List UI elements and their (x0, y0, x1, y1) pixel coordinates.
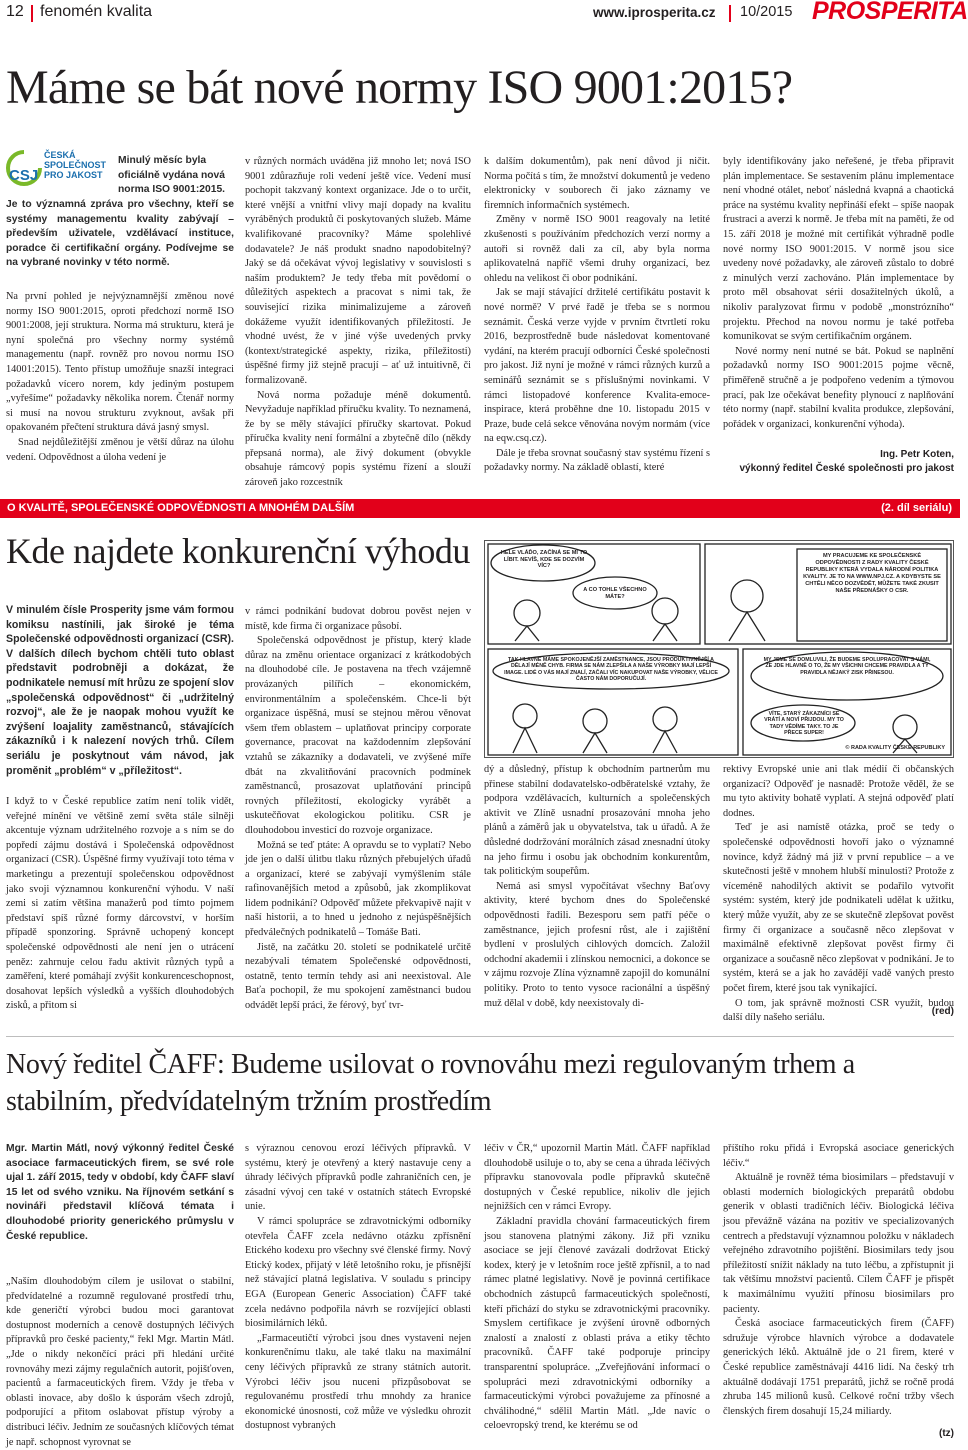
article1-signature-name: Ing. Petr Koten, (880, 449, 954, 460)
article3-column-1 (6, 1275, 234, 1448)
article3-col3-para: léčiv v ČR,“ upozornil Martin Mátl. ČAFF například dlouhodobě usiluje o to, aby se cena a úhrada léčivých přípravku stanovovala podle přípravků skutečně dostupných v České republice, nikoliv dle jejich nejnižších cen v rámci Evropy. (484, 1143, 710, 1213)
logo-line1: ČESKÁ (44, 150, 76, 160)
article3-column-2 (245, 1142, 471, 1441)
article2-col4-para: rektivy Evropské unie ani tlak médií či občanských organizací? Odpověď je nasnadě: Protože věděl, že se mu tyto aktivity bohatě vyplatí. A stejná odpověď platí dodnes. (723, 764, 954, 819)
comic-credit: © RADA KVALITY ČESKÉ REPUBLIKY (845, 745, 945, 751)
article1-signature-role: výkonný ředitel České společnosti pro jakost (739, 463, 954, 474)
article3-col3-para: Základní pravidla chování farmaceutických firem jsou stanovena platnými zákony. Již při vzniku asociace se její členové zavázali dodržovat Etický kodex, který je v letošním roce ještě zpřísnil, a to nad rámec platné legislativy. Nově je povinná certifikace obchodních zástupců farmaceutických společností, kteří přichází do styku se zdravotnickými pracovníky. Smyslem certifikace je zvýšení úrovně odborných znalostí a znalostí z oblasti práva a etiky těchto pracovníků. ČAFF také podporuje principy transparentní spolupráce. „Zveřejňování informací o spolupráci mezi zdravotnickými odborníky a farmaceutickými výrobci považujeme za přínosné a chválihodné,“ sdělil Martin Mátl. „Jde navíc o celoevropský trend, ke kterému se od (484, 1215, 710, 1432)
page-header (0, 0, 968, 30)
article1-col1-para: Snad nejdůležitější změnou je větší důraz na úlohu vedení. Odpovědnost a úloha vedení je (6, 436, 234, 463)
article2-col2-para: Možná se teď ptáte: A opravdu se to vyplatí? Nebo jde jen o další úlitbu tlaku různých přebujelých úřadů a organizací, které se zabývají vymýšlením stále rafinovanějších metod a způsobů, jak zkomplikovat lidem podnikání? Odpověď můžete překvapivě najít v naší historii, a to hned u jednoho z nejúspěšnějších předválečných podnikatelů – Tomáše Bati. (245, 839, 471, 939)
article3-col4-para: příštího roku přidá i Evropská asociace generických léčiv.“ (723, 1143, 954, 1169)
article3-col2-para: s výraznou cenovou erozí léčivých přípravků. V systému, který je otevřený a který nastavuje ceny a úhrady léčivých přípravků podle zahraničních cen, je zásadní vývoj cen také v ostatních státech Evropské unie. (245, 1143, 471, 1213)
csj-logo-icon (6, 150, 42, 188)
article1-col1-para: Na první pohled je nejvýznamnější změnou nové normy ISO 9001:2015, oproti předchozí normě ISO 9001:2008, její struktura. Norma má strukturu, která je nyní společná pro všechny normy systémů managementu (např. rovněž pro novou normu ISO 14001:2015). Tento přístup umožňuje snazší integraci požadavků vícero norem, kdy jediným postupem „vyřešíme“ požadavky několika norem. Čtenář normy si musí na novou strukturu zvyknout, avšak při opakovaném přečtení struktura dává jasný smysl. (6, 291, 234, 434)
article1-col2-para: v různých normách uváděna již mnoho let; nová ISO 9001 zdůrazňuje roli vedení ještě více. Vedení musí pochopit takzvaný kontext organizace. Jde o to určit, které vnější a vnitřní vlivy mají dopady na kvalitu vyráběných produktů či poskytovaných služeb. Máme kvalifikované pracovníky? Máme spolehlivé dodavatele? Je náš produkt snadno napodobitelný? Jaký se dá očekávat vývoj legislativy v souvislosti s naším produktem? Je tedy třeba mít povědomí o důležitých aspektech a pracovat s nimi tak, že související rizika minimalizujeme a zároveň dokážeme využít identifikovaných příležitostí. Je vhodné uvést, že v jiné výše uvedených prvky (kontext/strategické aspekty, rizika, příležitosti) úspěšné firmy již stejně pracují – ať už intuitivně, či formalizovaně. (245, 156, 471, 386)
article2-col3-para: Nemá asi smysl vypočítávat všechny Baťovy aktivity, které bychom dnes do Společenské odpovědnosti řadili. Bezesporu sem patří péče o zaměstnance, jejich profesní růst, ale i zajištění bydlení v proslulých cihlových domcích. Založil odchodní akademii i zlínskou nemocnici, a dokonce se v zájmu rozvoje Zlína významně zapojil do komunální politiky. Proto to tento vysoce racionální a úspěšný muž dělal v době, kdy neexistovaly di- (484, 880, 710, 1009)
article1-col4-para: byly identifikovány jako neřešené, je třeba připravit plán implementace. Se sestavením plánu implementace není vhodné otálet, neboť následná kvapná a chaotická práce na systému kvality nepřináší efekt – spíše naopak frustraci a averzi k normě. Je třeba mít na paměti, že od 15. září 2018 je možné mít certifikát výhradně podle nové normy ISO 9001:2015. V normě jsou sice uvedeny nové požadavky, ale zároveň zůstalo to dobré z minulých verzí zachováno. Plán implementace by proto měl obsahovat sérii dosažitelných úkolů, a nikoliv paralyzovat firmu v podobě „monstrózního“ projektu. Přechod na novou normu je také potřeba komunikovat se svým certifikačním orgánem. (723, 156, 954, 343)
article2-col1-para: I když to v České republice zatím není tolik vidět, veřejné mínění ve většině zemí světa stále silněji akcentuje význam udržitelného rozvoje a s ním se do popředí zájmu dostává i Společenská odpovědnost organizací (CSR). Úspěšné firmy využívají toto téma v marketingu a prezentují společenskou odpovědnost jako svoji významnou konkurenční výhodu. V naší zemi si zatím většina manažerů pod tímto pojmem představí spíš různé formy dárcovství, v horším případě sponzoring. Správně uchopený koncept společenské odpovědnosti ale není jen o utrácení peněz: zahrnuje celou řadu aktivit různých typů a zaměření, které pomáhají zvýšit konkurenceschopnost, dosahovat lepších výsledků a vyšších dlouhodobých zisků, a přitom si (6, 796, 234, 1012)
article3-title: Nový ředitel ČAFF: Budeme usilovat o rovnováhu mezi regulovaným trhem a stabilním, předvídatelným tržním prostředím (6, 1049, 855, 1117)
article3-col2-para: V rámci spolupráce se zdravotnickými odborníky otevřela ČAFF zcela nedávno otázku zpřísnění Etického kodexu pro všechny své členské firmy. Nový Etický kodex, přijatý v létě letošního roku, je přísnější než stávající platná legislativa. V souladu s principy EGA (European Generic Association) ČAFF také zcela nedávno podpořila návrh se rozvíjející oblasti biosimilárních léků. (245, 1215, 471, 1330)
website-link[interactable]: www.iprosperita.cz (593, 5, 716, 20)
brand-logo: PROSPERITA (812, 0, 968, 25)
series-band-part: (2. díl seriálu) (881, 502, 952, 514)
article2-col2-para: Společenská odpovědnost je přístup, který klade důraz na změnu orientace organizací z krátkodobých na dlouhodobé cíle. Je postavena na třech vzájemně provázaných pilířích – ekonomickém, environmentálním a společenském. Chce-li být organizace úspěšná, musí se stejnou měrou věnovat všem třem oblastem – uplatňovat principy corporate governance, pracovat na každodenním zlepšování vztahů se zákazníky a dodavateli, ve zvýšené míře dbát na zkvalitňování pracovních podmínek zaměstnanců, prosazovat uplatňování principů rovných příležitostí, ekologicky vyrábět a uskutečňovat ekologickou politiku. CSR je dlouhodobou investicí do rozvoje organizace. (245, 635, 471, 836)
article2-signature: (red) (931, 1006, 954, 1017)
article1-col2-para: Nová norma požaduje méně dokumentů. Nevyžaduje například příručku kvality. To neznamená, že by se měly stávající příručky skartovat. Pokud příručka kvality není formální a zbytečně dílo (někdy přepsaná norma), ale živý dokument (obvykle obsahuje rámcový popis systému řízení a slouží zároveň jako rozcestník (245, 389, 471, 489)
article1-title: Máme se bát nové normy ISO 9001:2015? (6, 61, 793, 114)
article2-col4-para: O tom, jak správně možnosti CSR využít, budou další díly našeho seriálu. (723, 997, 954, 1024)
article2-column-3 (484, 763, 710, 1020)
comic-bubble-3: MY JSME SE DOMLUVILI, ŽE BUDEME SPOLUPRACOVAT S VÁMI, ŽE JDE HLAVNĚ O TO, ŽE MY VŠICHNI CHCEME PRAVIDLA A TY PRAVIDLA NĚJAKÝ ZISK PŘINESOU. (763, 657, 931, 676)
comic-bubble-4: VÍTE, STARÝ ZÁKAZNÍCI SE VRÁTÍ A NOVÍ PŘIJDOU. MY TO TADY VĚDÍME TAKY. TO JE PŘECE SUPER! (764, 711, 844, 737)
header-divider-2 (729, 5, 731, 22)
logo-line2: SPOLEČNOST (44, 160, 107, 170)
article1-column-2 (245, 155, 471, 491)
article2-column-1 (6, 795, 234, 1020)
section-label: fenomén kvalita (40, 3, 153, 20)
article1-column-3 (484, 155, 710, 491)
article3-col2-para: „Farmaceutičtí výrobci jsou dnes vystaveni nejen konkurenčnímu tlaku, ale také tlaku na maximální ceny léčivých přípravků ze strany státních autorit. Výrobci léčiv jsou nuceni přizpůsobovat se regulovanému prostředí trhu mnohdy za hranice ekonomické únosnosti, což může ve výsledku ohrozit dostupnost vybraných (245, 1332, 471, 1432)
comic-board: MY PRACUJEME KE SPOLEČENSKÉ ODPOVĚDNOSTI Z RADY KVALITY ČESKÉ REPUBLIKY KTERÁ VYDALA NÁRODNÍ POLITIKA KVALITY. JE TO NA WWW.NPJ.CZ. A KDYBYSTE SE CHTĚLI NĚCO DOZVĚDĚT, MŮŽETE TAKÉ ZKUSIT NAŠE PŘEDNÁŠKY O CSR. (803, 553, 941, 594)
comic-caption: TAK HLAVNĚ MÁME SPOKOJENĚJŠÍ ZAMĚSTNANCE, JSOU PRODUKTIVNĚJŠÍ A DĚLAJÍ MÉNĚ CHYB. FIRMA SE NÁM ZLEPŠILA A NAŠE VÝROBKY MAJÍ LEPŠÍ IMAGE. LIDÉ O VÁS MAJÍ ZNALÍ, ZAČALI VÍC NAKUPOVAT NAŠE VÝROBKY, VĚLICE ČASTO NÁM DOPORUČUJÍ. (504, 657, 718, 683)
article1-lead: Je to významná zpráva pro všechny, kteří se systémy managementu kvality zabývají – především uživatele, vzdělávací instituce, poradce či certifikační orgány. Podívejme se na vybrané novinky v této normě. (6, 199, 234, 269)
article2-column-2 (245, 605, 471, 1020)
article1-col3-para: Dále je třeba srovnat současný stav systému řízení s požadavky normy. Na základě oblastí, které (484, 447, 710, 474)
article1-col3-para: Změny v normě ISO 9001 reagovaly na letité zkušenosti s používáním předchozích verzí normy a autoři si rovněž dali za cíl, aby byla norma aplikovatelná napříč všemi druhy organizací, bez ohledu na velikost či obor podnikání. (484, 214, 710, 284)
comic-bubble-2: A CO TOHLE VŠECHNO MÁTE? (583, 587, 647, 600)
article3-column-3 (484, 1142, 710, 1441)
header-divider (31, 5, 33, 22)
article2-col4-para: Teď je asi namístě otázka, proč se tedy o společenské odpovědnosti hovoří jako o významné novince, když žádný má již v první republice – a ve skutečnosti ještě v mnohem hlubší minulosti? Protože z víceméně nahodilých aktivit se podařilo vytvořit systém: systém, který jde podnikateli udělat k užitku, který může využít, aby ze se skutečně zlepšovat pověst firmy či organizace a současně něco zlepšovat v maximálně efektivně zlepšovat pověst firmy či organizace a současně něco zlepšovat v podnikání. Je to systém, která se a jak ho zavádějí vadě vaných presto počet firem, které jsou tak vynikající. (723, 822, 954, 994)
article2-lead: V minulém čísle Prosperity jsme vám formou komiksu nastínili, jak široké je téma Společenské odpovědnosti organizací (CSR). V dalších dílech bychom chtěli tuto oblast představit podrobněji a dokázat, že podnikatele nemusí mít hrůzu ze spojení slov „společenská odpovědnost“ či „udržitelný rozvoj“, ale že je naopak mohou využít ke zvýšení loajality zaměstnanců, stávajících zákazníků i k nalezení nových trhů. Cílem seriálu je poskytnout vám návod, jak proměnit „problém“ v „příležitost“. (6, 604, 234, 777)
article3-col4-para: Aktuálně je rovněž téma biosimilars – představují v oblasti moderních biologických preparátů obdobu generik v oblasti tradičních léčiv. Biologická léčiva jsou převážně vázána na pozitiv ve specializovaných centrech a představují významnou položku v nákladech veřejného zdravotního pojištění. Biosimilars tedy jsou příležitostí snížit náklady na tuto léčbu, a zpřístupnit ji tak většímu množství pacientů. Cílem ČAFF je přispět k maximálnímu využití přínosu biosimilars pro pacienty. (723, 1172, 954, 1315)
article3-col1-para: „Naším dlouhodobým cílem je usilovat o stabilní, předvídatelné a rozumně regulované prostředí trhu, kde generičtí výrobci budou moci garantovat dostupnost moderních a cenově dostupných léčivých přípravků pro české pacienty,“ řekl Mgr. Martin Mátl. „Jde o nikdy nekončící práci při hledání určité rovnováhy mezi zájmy regulačních autorit, pojišťoven, pacientů a farmaceutických firem. Vždy je třeba v oblasti inovace, aby došlo k úsporám všech zdrojů, podporující a přitom oslabovat přístup výroby a distribuci léčiv. Jedním ze současných klíčových témat je např. schopnost vyrovnat se (6, 1276, 234, 1448)
article3-lead: Mgr. Martin Mátl, nový výkonný ředitel České asociace farmaceutických firem, se své role ujal 1. září 2015, tedy v období, kdy ČAFF slaví 15 let od svého vzniku. Na říjnovém setkání s novináři představil klíčová témata i dlouhodobé priority generického průmyslu v České republice. (6, 1143, 234, 1242)
article3-col4-para: Česká asociace farmaceutických firem (ČAFF) sdružuje výrobce hlavních výrobce a dodavatele generických léků. Aktuálně jde o 21 firem, které v České republice zaměstnávají 4416 lidí. Na český trh aktuálně dodávají 1751 preparátů, jichž se ročně prodá zhruba 145 milionů kusů. Celkové roční tržby všech členských firem dosahují 15,24 miliardy. (723, 1318, 954, 1417)
article2-col2-para: v rámci podnikání budovat dobrou pověst nejen v místě, kde firma či organizace působí. (245, 606, 471, 632)
series-band-title: O KVALITĚ, SPOLEČENSKÉ ODPOVĚDNOSTI A MNOHÉM DALŠÍM (7, 502, 355, 514)
series-band (0, 499, 960, 518)
issue-label: 10/2015 (740, 4, 793, 20)
article3-signature: (tz) (939, 1428, 954, 1439)
section-divider (6, 1036, 954, 1037)
article1-col3-para: k dalším dokumentům), pak není důvod ji ničit. Norma počítá s tím, že množství dokumentů je vedeno elektronicky v souborech či jako záznamy ve firemních informačních systémech. (484, 156, 710, 211)
article1-col3-para: Jak se mají stávající držitelé certifikátu postavit k nové normě? V prvé řadě je třeba se s normou seznámit. Česká verze vyjde v prvním čtvrtletí roku 2016, bezprostředně bude následovat komentované vydání, na kterém pracují odborníci České společnosti pro jakost. Již nyní je možné v rámci různých kurzů a seminářů seznámit se s příslušnými novinkami. V rámci listopadové konference Kvalita-emoce-inspirace, která proběhne dne 10. listopadu 2015 v Praze, bude celá sekce věnována novým normám (více na eqw.csq.cz). (484, 287, 710, 445)
article3-column-4 (723, 1142, 954, 1428)
page-number: 12 (6, 3, 24, 20)
article1-lead-side: Minulý měsíc byla oficiálně vydána nová norma ISO 9001:2015. (118, 155, 226, 196)
article2-col3-para: dý a důsledný, přístup k obchodním partnerům mu přinese stabilní dodavatelsko-odběratelské vztahy, že podpora vzdělávacích, kulturních a společenských aktivit ve Zlíně usnadní prosazování mnoha jeho plánů a záměrů jak u obyvatelstva, tak u úřadů. A že důsledné dodržování morálních zásad znesnadní útoky na jeho firmu i osobu jak obchodním konkurentům, tak politickým soupeřům. (484, 764, 710, 878)
comic-strip (484, 540, 954, 758)
logo-line3: PRO JAKOST (44, 170, 103, 180)
article1-column-1 (6, 290, 234, 490)
article1-column-4 (723, 155, 954, 445)
article1-col4-para: Nové normy není nutné se bát. Pokud se naplnění požadavků normy ISO 9001:2015 pojme věcně, přiměřeně stručně a je podpořeno vedením a týmovou prací, pak lze očekávat benefity plynoucí z naplňování této normy (např. stabilní kvalita produkce, zlepšování, pořádek v organizaci, konkurenční výhoda). (723, 345, 954, 430)
comic-bubble-1: HELE VLÁĎO, ZAČÍNÁ SE MI TO LÍBIT. NEVÍŠ, KDE SE DOZVÍM VÍC? (500, 550, 588, 569)
csj-logo (6, 150, 116, 192)
article2-title: Kde najdete konkurenční výhodu (6, 531, 470, 571)
article2-col2-para: Jistě, na začátku 20. století se podnikatelé určitě nezabývali tématem Společenské odpovědnosti, ostatně, tento termín tehdy asi ani neexistoval. Ale Baťa pochopil, že mu spokojení zaměstnanci budou odvádět lepší práci, že férový, byť tvr- (245, 941, 471, 1012)
csj-logo-mark: CSJ (9, 167, 39, 184)
